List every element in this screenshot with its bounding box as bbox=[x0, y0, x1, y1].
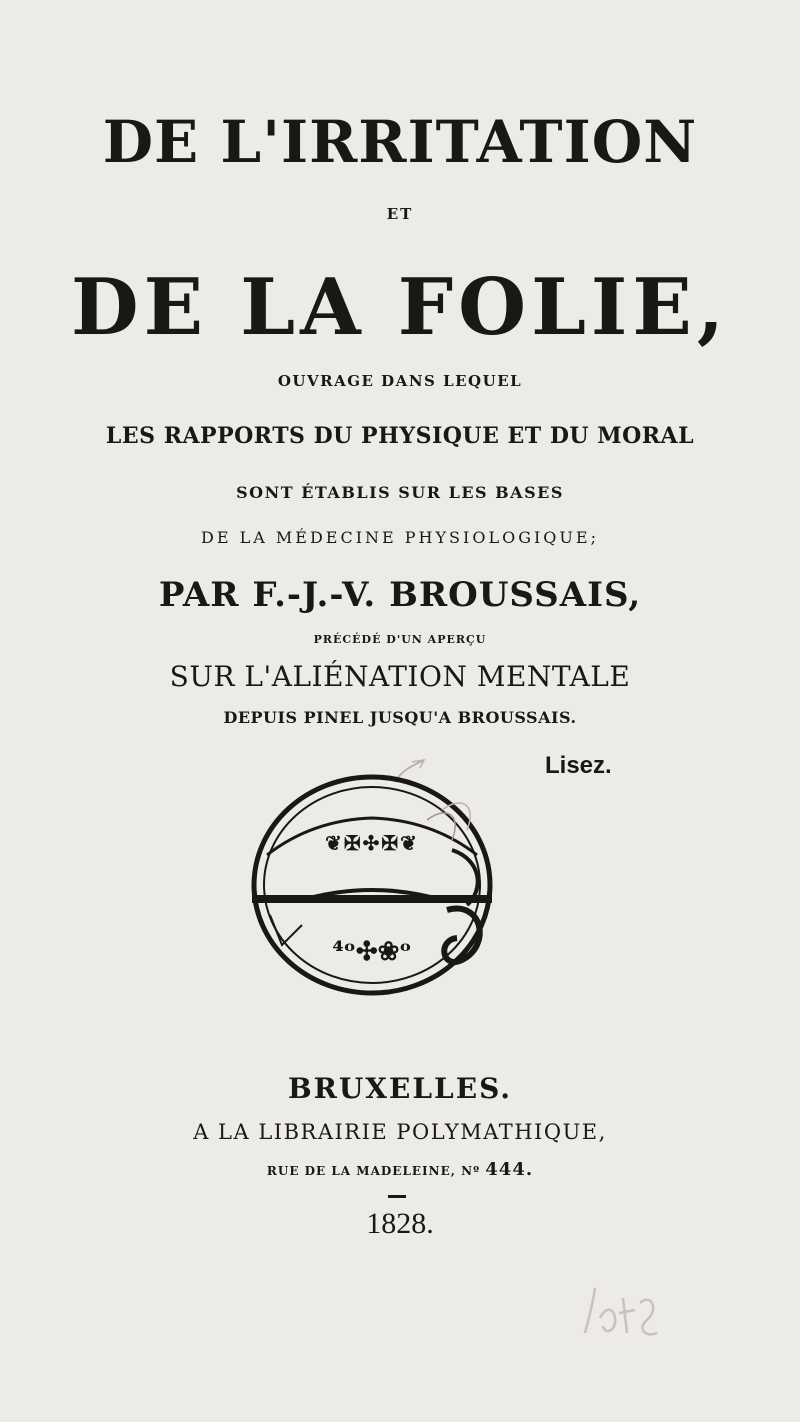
title-line-2: DE LA FOLIE, bbox=[70, 262, 730, 353]
svg-text:❦✠✣✠❦: ❦✠✣✠❦ bbox=[325, 831, 419, 855]
svg-text:⁴ᵒ✣❀ᵒ: ⁴ᵒ✣❀ᵒ bbox=[332, 937, 412, 967]
publisher-vignette-ornament-icon bbox=[222, 760, 522, 1010]
handwritten-annotation: Lisez. bbox=[545, 752, 612, 779]
imprint-year: 1828. bbox=[366, 1207, 434, 1240]
faint-handwritten-mark-icon bbox=[575, 1278, 665, 1348]
divider-rule bbox=[388, 1195, 406, 1198]
preface-line-1: PRÉCÉDÉ D'UN APERÇU bbox=[313, 633, 487, 646]
imprint-city: BRUXELLES. bbox=[287, 1072, 513, 1105]
imprint-street: RUE DE LA MADELEINE, Nº bbox=[266, 1164, 481, 1178]
imprint-publisher: A LA LIBRAIRIE POLYMATHIQUE, bbox=[193, 1120, 607, 1144]
imprint-address bbox=[0, 1159, 800, 1180]
author-line: PAR F.-J.-V. BROUSSAIS, bbox=[158, 575, 642, 615]
subtitle-line-3: SONT ÉTABLIS SUR LES BASES bbox=[236, 483, 564, 502]
subtitle-line-4: DE LA MÉDECINE PHYSIOLOGIQUE; bbox=[201, 528, 599, 547]
title-line-1: DE L'IRRITATION bbox=[102, 108, 698, 176]
imprint-street-number: 444. bbox=[485, 1159, 534, 1180]
title-conjunction: ET bbox=[386, 205, 414, 223]
preface-line-3: DEPUIS PINEL JUSQU'A BROUSSAIS. bbox=[223, 708, 577, 727]
preface-line-2: SUR L'ALIÉNATION MENTALE bbox=[169, 660, 631, 693]
subtitle-line-1: OUVRAGE DANS LEQUEL bbox=[277, 372, 523, 390]
subtitle-line-2: LES RAPPORTS DU PHYSIQUE ET DU MORAL bbox=[105, 423, 695, 449]
